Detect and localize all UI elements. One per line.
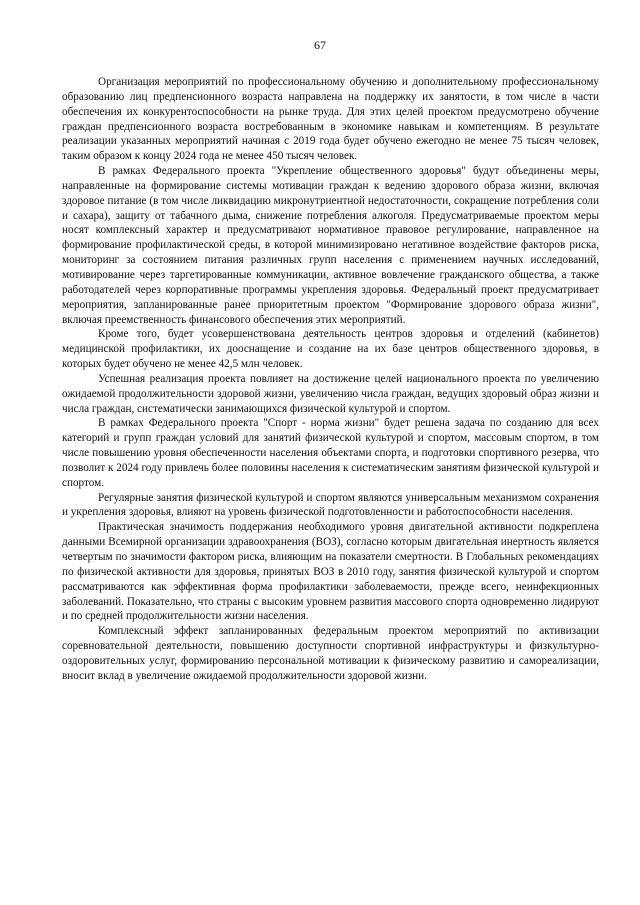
paragraph-5: В рамках Федерального проекта "Спорт - норма жизни" будет решена задача по созданию для всех категорий и групп граждан условий для занятий физической культурой и спортом, массовым спортом, в том числе повышению уровня обеспеченности населения объектами спорта, и подготовки спортивного резерва, что позволит к 2024 году привлечь более половины населения к систематическим занятиям физической культурой и спортом. xyxy=(62,417,599,489)
paragraph-8: Комплексный эффект запланированных федеральным проектом мероприятий по активизации соревновательной деятельности, повышению доступности спортивной инфраструктуры и физкультурно-оздоровительных услуг, формированию персональной мотивации к физическому развитию и самореализации, вносит вклад в увеличение ожидаемой продолжительности здоровой жизни. xyxy=(62,625,599,682)
paragraph-2: В рамках Федерального проекта "Укрепление общественного здоровья" будут объединены меры, направленные на формирование системы мотивации граждан к ведению здорового образа жизни, включая здоровое питание (в том числе ликвидацию микронутриентной недостаточности, сокращение потребления соли и сахара), защиту от табачного дыма, снижение потребления алкоголя. Предусматриваемые проектом меры носят комплексный характер и предусматривают нормативное правовое регулирование, направленное на формирование профилактической среды, в которой минимизировано негативное воздействие факторов риска, мониторинг за состоянием питания различных групп населения с применением научных исследований, мотивирование через таргетированные коммуникации, активное вовлечение гражданского общества, а также работодателей через корпоративные программы укрепления здоровья. Федеральный проект предусматривает мероприятия, запланированные ранее приоритетным проектом "Формирование здорового образа жизни", включая преемственность финансового обеспечения этих мероприятий. xyxy=(62,165,599,326)
paragraph-4: Успешная реализация проекта повлияет на достижение целей национального проекта по увеличению ожидаемой продолжительности здоровой жизни, увеличению числа граждан, ведущих здоровый образ жизни и числа граждан, систематически занимающихся физической культурой и спортом. xyxy=(62,372,599,415)
paragraph-1: Организация мероприятий по профессиональному обучению и дополнительному профессиональному образованию лиц предпенсионного возраста направлена на поддержку их занятости, в том числе в части обеспечения их конкурентоспособности на рынке труда. Для этих целей проектом предусмотрено обучение граждан предпенсионного возраста востребованным в экономике навыкам и компетенциям. В результате реализации указанных мероприятий начиная с 2019 года будет обучено ежегодно не менее 75 тысяч человек, таким образом к концу 2024 года не менее 450 тысяч человек. xyxy=(62,76,599,163)
body-text xyxy=(62,75,599,684)
page-number: 67 xyxy=(314,38,326,52)
paragraph-3: Кроме того, будет усовершенствована деятельность центров здоровья и отделений (кабинетов) медицинской профилактики, их дооснащение и создание на их базе центров общественного здоровья, в которых будет обучено не менее 42,5 млн человек. xyxy=(62,328,599,371)
paragraph-7: Практическая значимость поддержания необходимого уровня двигательной активности подкреплена данными Всемирной организации здравоохранения (ВОЗ), согласно которым двигательная инертность является четвертым по значимости фактором риска, влияющим на показатели смертности. В Глобальных рекомендациях по физической активности для здоровья, принятых ВОЗ в 2010 году, занятия физической культурой и спортом рассматриваются как эффективная форма профилактики заболеваемости, прежде всего, неинфекционных заболеваний. Показательно, что страны с высоким уровнем развития массового спорта одновременно лидируют и по средней продолжительности жизни населения. xyxy=(62,521,599,623)
paragraph-6: Регулярные занятия физической культурой и спортом являются универсальным механизмом сохранения и укрепления здоровья, влияют на уровень физической подготовленности и работоспособности населения. xyxy=(62,491,599,519)
